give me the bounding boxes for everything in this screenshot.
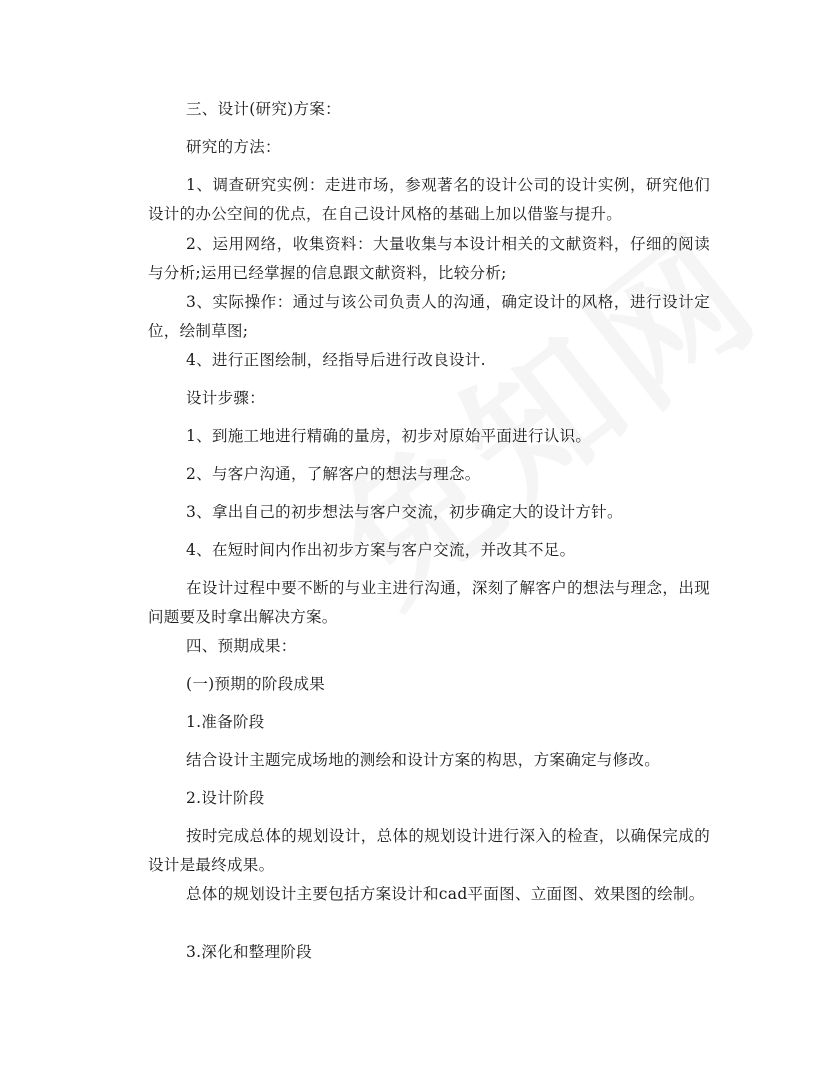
section-heading-expected-results: 四、预期成果： — [186, 637, 297, 655]
stage-2-description: 按时完成总体的规划设计，总体的规划设计进行深入的检查，以确保完成的设计是最终成果。 — [148, 827, 710, 874]
step-item-1: 1、到施工地进行精确的量房，初步对原始平面进行认识。 — [186, 427, 592, 445]
communication-paragraph: 在设计过程中要不断的与业主进行沟通，深刻了解客户的想法与理念，出现问题要及时拿出解决方案。 — [148, 579, 710, 626]
subheading-research-methods: 研究的方法： — [186, 138, 281, 156]
stage-2-deliverables: 总体的规划设计主要包括方案设计和cad平面图、立面图、效果图的绘制。 — [186, 885, 705, 903]
stage-3-heading: 3.深化和整理阶段 — [186, 943, 312, 961]
method-item-1: 1、调查研究实例：走进市场，参观著名的设计公司的设计实例，研究他们设计的办公空间的优点，在自己设计风格的基础上加以借鉴与提升。 — [148, 176, 710, 223]
step-item-2: 2、与客户沟通，了解客户的想法与理念。 — [186, 465, 481, 483]
step-item-3: 3、拿出自己的初步想法与客户交流，初步确定大的设计方针。 — [186, 503, 623, 521]
method-item-2: 2、运用网络，收集资料：大量收集与本设计相关的文献资料，仔细的阅读与分析;运用已经掌握的信息跟文献资料，比较分析; — [148, 235, 710, 282]
section-heading-design-plan: 三、设计(研究)方案： — [186, 100, 341, 118]
step-item-4: 4、在短时间内作出初步方案与客户交流，并改其不足。 — [186, 541, 576, 559]
method-item-4: 4、进行正图绘制，经指导后进行改良设计. — [186, 351, 486, 369]
subheading-stage-results: (一)预期的阶段成果 — [186, 675, 326, 693]
method-item-3: 3、实际操作：通过与该公司负责人的沟通，确定设计的风格，进行设计定位，绘制草图; — [148, 293, 710, 340]
subheading-design-steps: 设计步骤： — [186, 389, 266, 407]
stage-1-heading: 1.准备阶段 — [186, 713, 265, 731]
stage-1-description: 结合设计主题完成场地的测绘和设计方案的构思，方案确定与修改。 — [186, 751, 661, 769]
stage-2-heading: 2.设计阶段 — [186, 789, 265, 807]
